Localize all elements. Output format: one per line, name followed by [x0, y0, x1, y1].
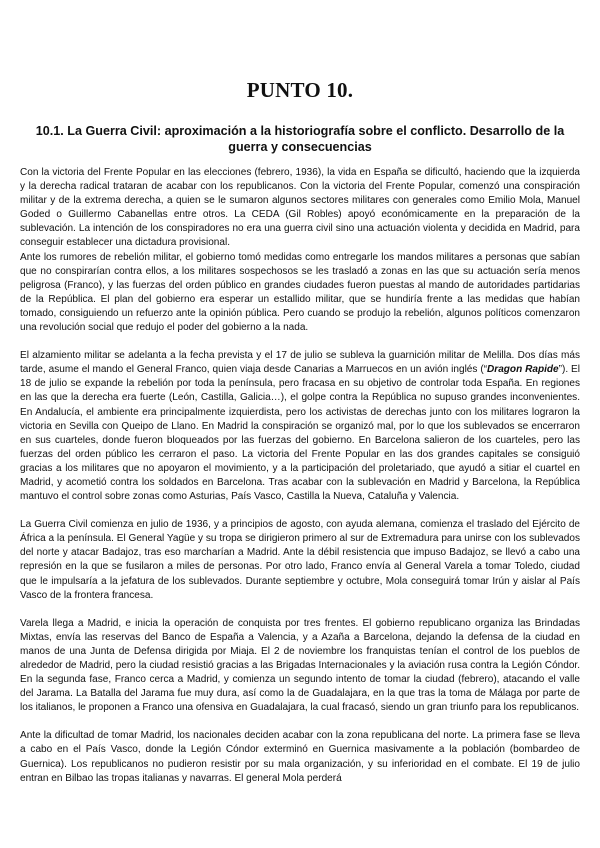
page-title: PUNTO 10. — [246, 78, 354, 102]
paragraph-4: La Guerra Civil comienza en julio de 1936, y a principios de agosto, con ayuda alemana, comienza el traslado del Ejército de África a la península. El General Yagüe y su tropa se dirigieron primero al sur de Extremadura para unirse con los sublevados del norte y atacar Badajoz, tras eso marcharían a Madrid. Ante la débil resistencia que impuso Badajoz, se llevó a cabo una represión en la que se fusilaron a miles de personas. Por otro lado, Franco envía al General Varela a tomar Toledo, ciudad que le impulsaría a la jefatura de los sublevados. Durante septiembre y octubre, Mola conseguirá tomar Irún y aislar al País Vasco de la frontera francesa. — [20, 519, 580, 601]
paragraph-3-text-end: ”). El 18 de julio se expande la rebelión por toda la península, pero fracasa en su objetivo de controlar toda España. En regiones en las que la derecha era fuerte (León, Castilla, Galicia…), el golpe contra la República no supuso grandes inconvenientes. En Andalucía, el ambiente era principalmente izquierdista, pero los activistas de derechas junto con los militares lograron la victoria en Sevilla con Queipo de Llano. En Madrid la conspiración se organizó mal, por lo que los sublevados se encerraron en sus cuarteles, donde fueron bloqueados por las fuerzas del gobierno. En Barcelona salieron de los cuarteles, pero las fuerzas del orden público les cerraron el paso. La victoria del Frente Popular en las dos grandes capitales se consiguió gracias a los militares que no apoyaron el movimiento, y a la participación del proletariado, que ayudó a sitiar el cuartel en Madrid, y acometió contra los soldados en Barcelona. Tras acabar con la sublevación en Madrid y Barcelona, la República mantuvo el control sobre zonas como Asturias, País Vasco, Castilla la Nueva, Cataluña y Valencia. — [20, 364, 580, 503]
document-body — [20, 166, 580, 786]
paragraph-3 — [20, 349, 580, 504]
document-page — [20, 0, 580, 786]
paragraph-3-text-start: El alzamiento militar se adelanta a la fecha prevista y el 17 de julio se subleva la guarnición militar de Melilla. Dos días más tarde, asume el mando el General Franco, quien viaja desde Canarias a Marruecos en un avión inglés (“ — [20, 350, 580, 376]
section-heading: 10.1. La Guerra Civil: aproximación a la historiografía sobre el conflicto. Desarrollo de la guerra y consecuencias — [35, 124, 565, 154]
paragraph-5: Varela llega a Madrid, e inicia la operación de conquista por tres frentes. El gobierno republicano organiza las Brindadas Mixtas, envía las reservas del Banco de España a Valencia, y a Azaña a Barcelona, dejando la defensa de la ciudad en manos de una Junta de Defensa dirigida por Miaja. El 2 de noviembre los franquistas tenían el control de los pueblos de alrededor de Madrid, pero la ciudad resistió gracias a las Brigadas Internacionales y la aviación rusa contra la Legión Cóndor. En la segunda fase, Franco cerca a Madrid, y comienza un segundo intento de tomar la ciudad (febrero), atacando el valle del Jarama. La Batalla del Jarama fue muy dura, así como la de Guadalajara, en la que tras la toma de Málaga por parte de los italianos, le proponen a Franco una ofensiva en Guadalajara, la cual fracasó, siendo un gran triunfo para los republicanos. — [20, 617, 580, 714]
paragraph-6: Ante la dificultad de tomar Madrid, los nacionales deciden acabar con la zona republicana del norte. La primera fase se lleva a cabo en el País Vasco, donde la Legión Cóndor exterminó en Guernica masivamente a la población (bombardeo de Guernica). Los republicanos no pudieron resistir por su mala organización, y su inferioridad en el combate. El 19 de julio entran en Bilbao las tropas italianas y navarras. El general Mola perderá — [20, 730, 580, 784]
paragraph-2: Ante los rumores de rebelión militar, el gobierno tomó medidas como entregarle los mandos militares a personas que sabían que no conspirarían contra ellos, a los militares sospechosos se les trasladó a zonas en las que su actuación sería menos peligrosa (Franco), y las fuerzas del orden público en grandes ciudades fueron puestas al mando de autoridades partidarias de la República. El plan del gobierno era esperar un estallido militar, que se hundiría frente a las medidas que habían tomado, consiguiendo un refuerzo ante la opinión pública. Pero cuando se produjo la rebelión, algunos políticos comenzaron una revolución social que redujo el poder del gobierno a la nada. — [20, 251, 580, 334]
plane-name: Dragon Rapide — [487, 364, 559, 376]
paragraph-1: Con la victoria del Frente Popular en las elecciones (febrero, 1936), la vida en España se dificultó, haciendo que la izquierda y la derecha radical trataran de acabar con los republicanos. Con la victoria del Frente Popular, comenzó una conspiración militar y de la extrema derecha, a quien se le sumaron algunos sectores militares con generales como Emilio Mola, Manuel Goded o Guillermo Cabanellas entre otros. La CEDA (Gil Robles) apoyó económicamente en la preparación de la sublevación. La intención de los conspiradores no era una guerra civil sino una actuación violenta y decidida en Madrid, para conseguir establecer una dictadura provisional. — [20, 167, 580, 249]
